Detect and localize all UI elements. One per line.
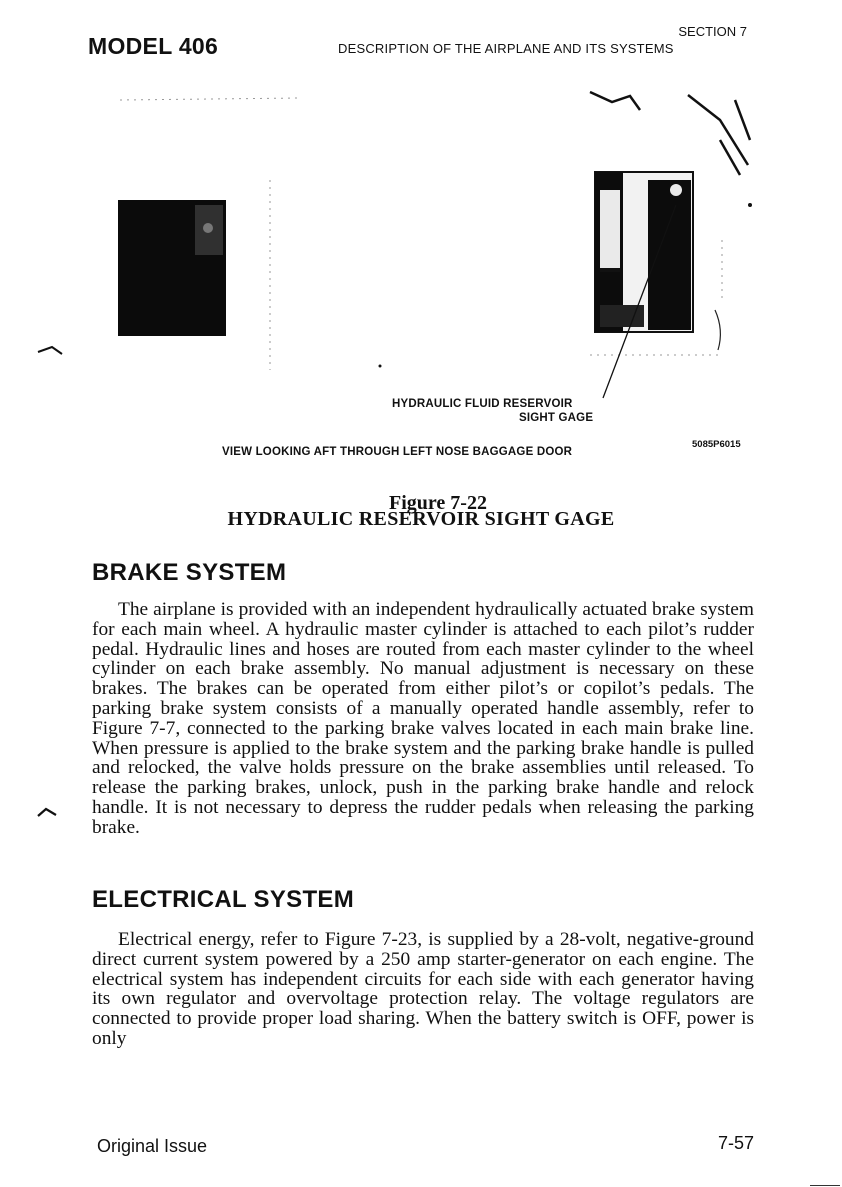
brake-system-text: The airplane is provided with an independent hydraulically actuated brake system for each main wheel. A hydraulic master cylinder is attached to each pilot’s rudder pedal. Hydraulic lines and hoses are routed from each master cylinder to the wheel cylinder on each brake assembly. No manual adjustment is necessary on these brakes. The brakes can be operated from either pilot’s or copilot’s pedals. The parking brake system consists of a manually operated handle assembly, refer to Figure 7-7, connected to the parking brake valves located in each main brake line. When pressure is applied to the brake system and the parking brake handle is pulled and relocked, the valve holds pressure on the brake assemblies until released. To release the parking brakes, unlock, push in the parking brake handle and relock handle. It is not necessary to depress the rudder pedals when releasing the parking brake. (92, 599, 754, 838)
brake-system-heading: BRAKE SYSTEM (92, 559, 287, 586)
corner-rule (810, 1185, 840, 1186)
section-number: SECTION 7 (678, 24, 747, 39)
left-panel-bolt (203, 223, 213, 233)
page-number: 7-57 (718, 1133, 755, 1153)
model-title: MODEL 406 (88, 33, 219, 59)
top-right-structure (590, 92, 750, 175)
reservoir-right-block (648, 180, 691, 330)
reservoir-sight-window (600, 190, 620, 270)
reservoir-sight-fluid (600, 268, 620, 272)
drawing-number: 5085P6015 (692, 439, 741, 450)
electrical-system-paragraph (92, 930, 754, 1049)
callout-sight-gage: SIGHT GAGE (519, 412, 594, 424)
callout-reservoir: HYDRAULIC FLUID RESERVOIR (392, 398, 573, 410)
electrical-system-text: Electrical energy, refer to Figure 7-23, is supplied by a 28-volt, negative-ground direct current system powered by a 250 amp starter-generator on each engine. The electrical system has independent circuits for each side with each generator having its own regulator and overvoltage protection relay. The voltage regulators are connected to provide proper load sharing. When the battery switch is OFF, power is only (92, 929, 754, 1049)
reservoir-fitting (670, 184, 682, 196)
right-bracket (715, 310, 720, 350)
electrical-system-heading: ELECTRICAL SYSTEM (92, 886, 355, 913)
footer-issue: Original Issue (97, 1136, 208, 1156)
speck (379, 365, 382, 368)
margin-mark (38, 347, 62, 354)
speck (748, 203, 752, 207)
margin-mark (36, 806, 60, 820)
figure-number: Figure 7-22 (389, 492, 487, 514)
section-title: DESCRIPTION OF THE AIRPLANE AND ITS SYSTEMS (338, 41, 674, 56)
view-caption: VIEW LOOKING AFT THROUGH LEFT NOSE BAGGAGE DOOR (222, 446, 573, 458)
figure-title: HYDRAULIC RESERVOIR SIGHT GAGE (227, 508, 615, 530)
brake-system-paragraph (92, 600, 754, 838)
